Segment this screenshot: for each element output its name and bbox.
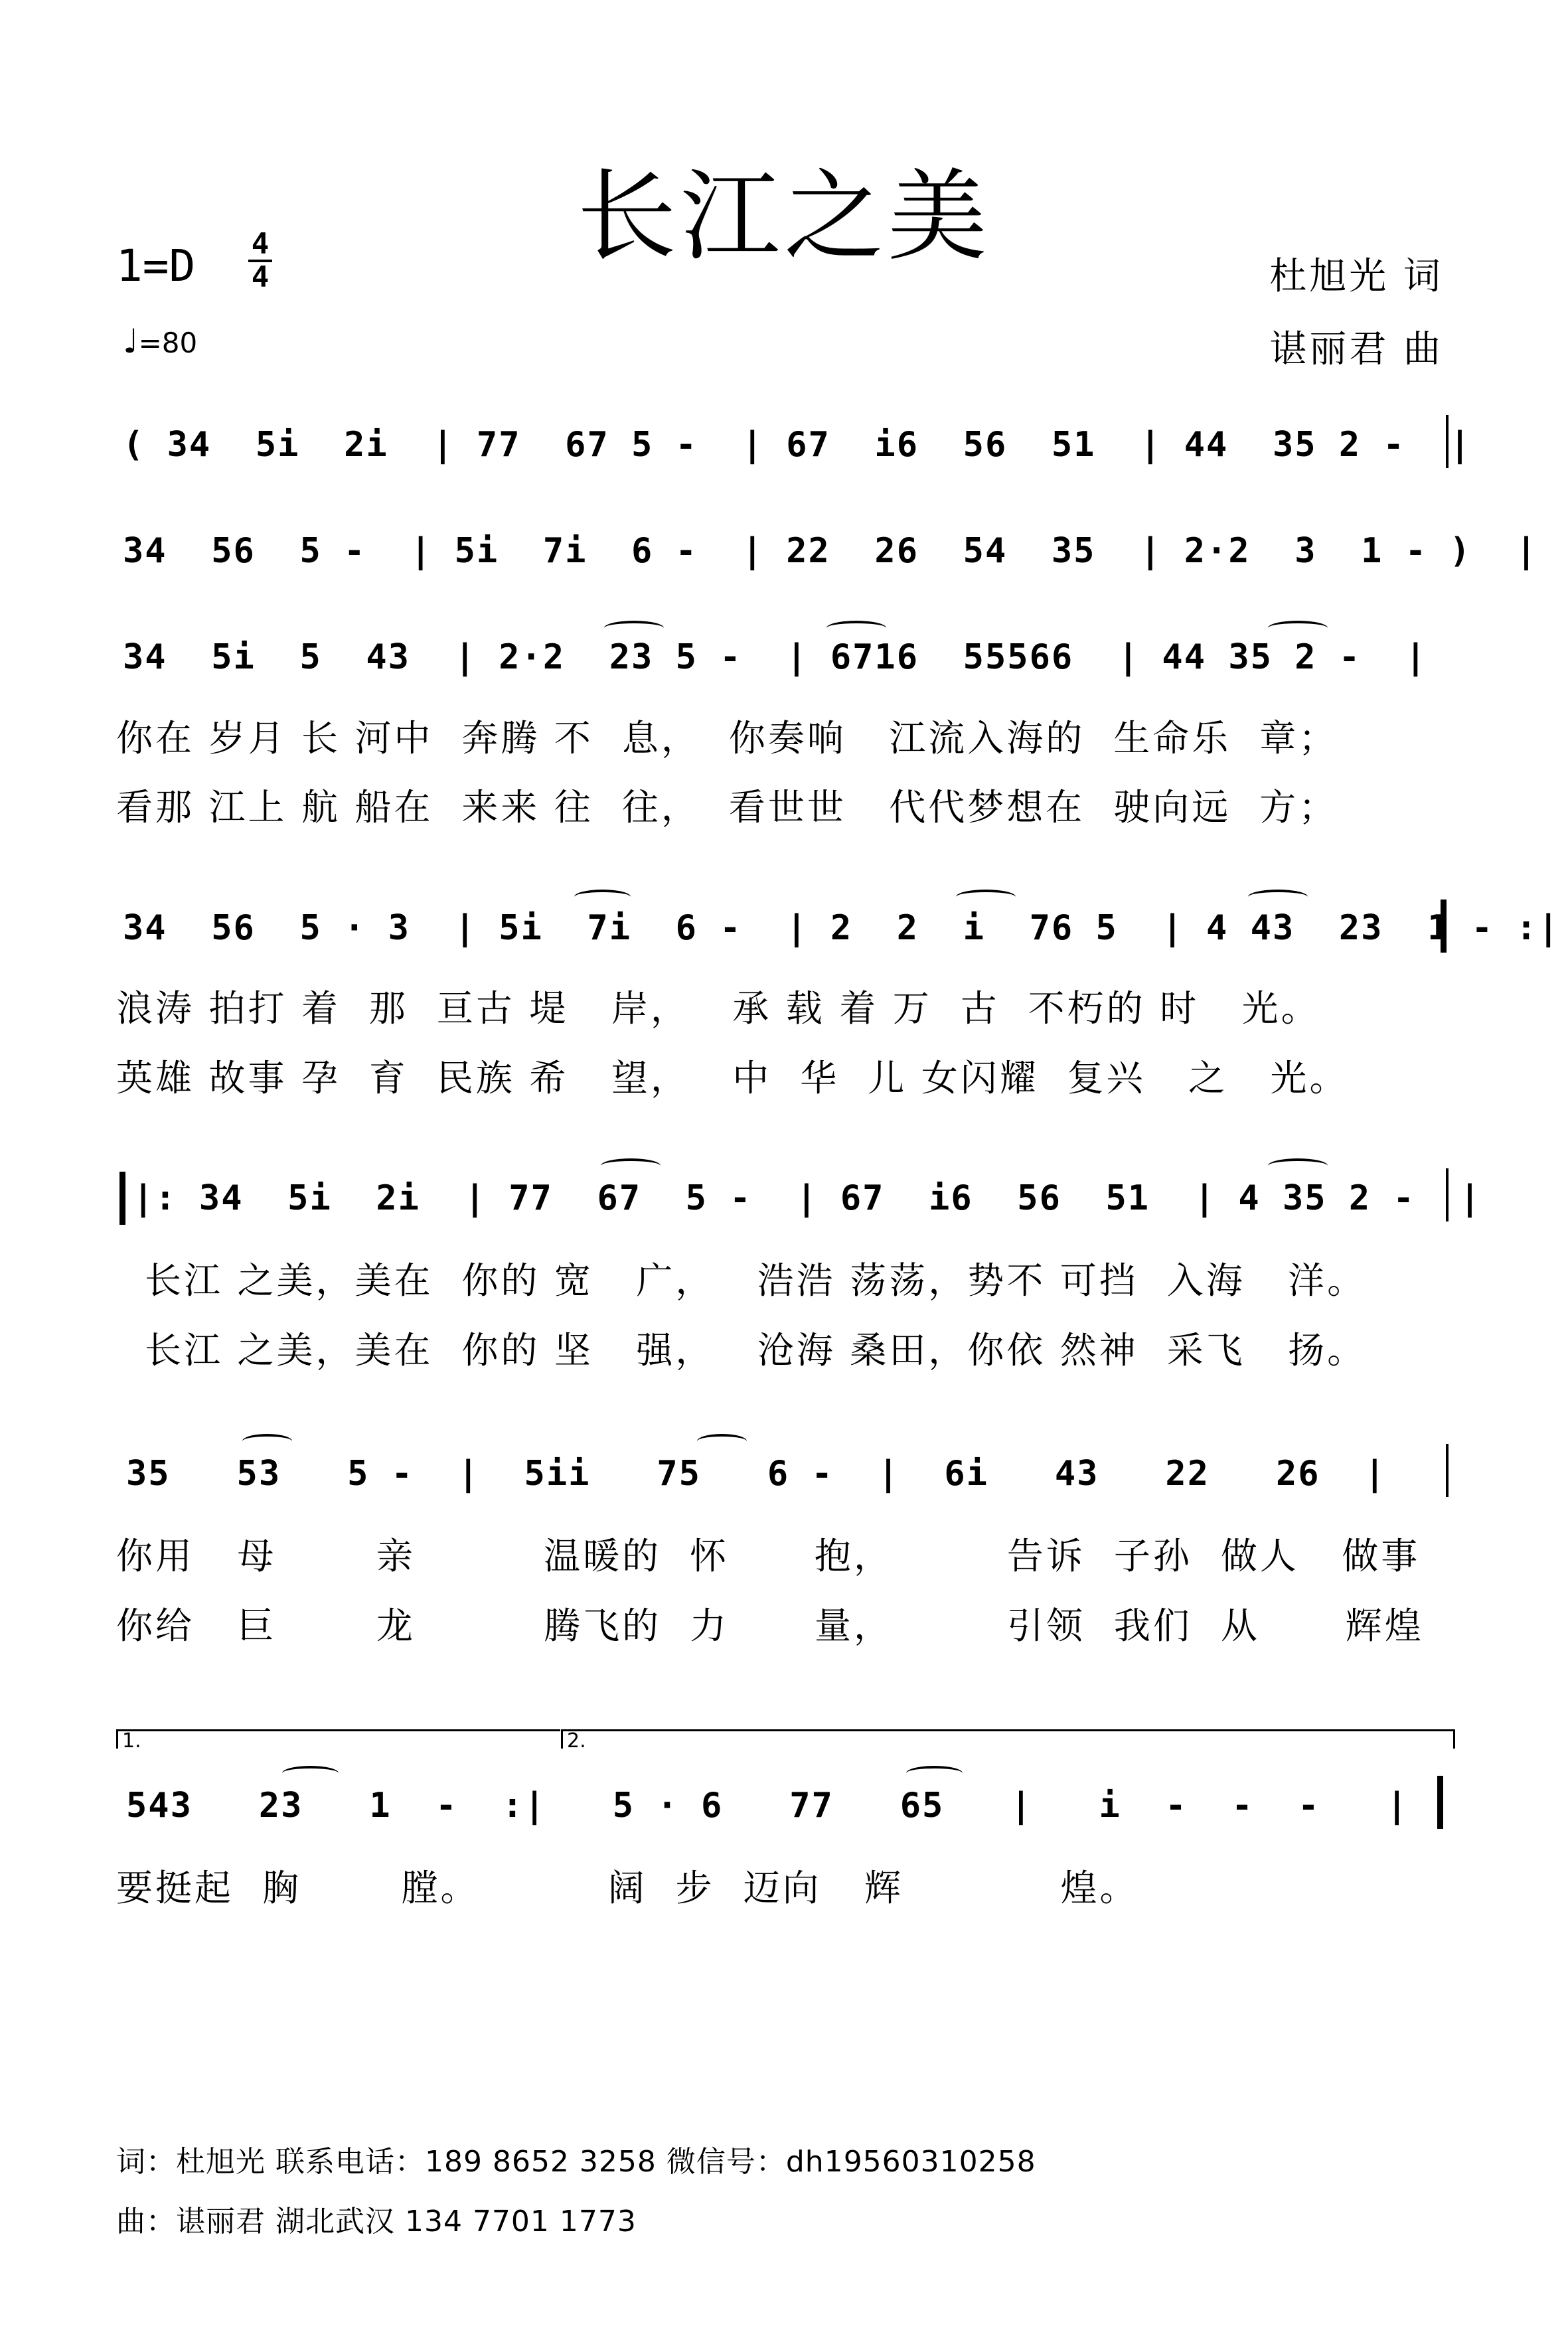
slur-mark — [1268, 621, 1328, 635]
slur-mark — [956, 890, 1016, 904]
slur-mark — [1248, 890, 1308, 904]
lyrics-line-4a: 浪涛 拍打 着 那 亘古 堤 岸， 承 载 着 万 古 不朽的 时 光。 — [116, 987, 1320, 1030]
final-barline — [1437, 1776, 1443, 1829]
lyrics-line-3b: 看那 江上 航 船在 来来 往 往， 看世世 代代梦想在 驶向远 方； — [116, 786, 1338, 828]
notation-line-1: ( 34 5i 2i | 77 67 5 - | 67 i6 56 51 | 44 35 2 - | — [123, 425, 1472, 465]
notation-line-2: 34 56 5 - | 5i 7i 6 - | 22 26 54 35 | 2·2 3 1 - ) | — [123, 531, 1538, 571]
barline — [1446, 1444, 1449, 1497]
tempo-value: =80 — [138, 327, 198, 359]
slur-mark — [574, 890, 631, 904]
slur-mark — [601, 1158, 661, 1173]
time-signature-bottom: 4 — [251, 260, 270, 294]
lyrics-line-3a: 你在 岁月 长 河中 奔腾 不 息， 你奏响 江流入海的 生命乐 章； — [116, 717, 1338, 759]
volta-second-ending: 2. — [561, 1729, 1455, 1749]
footer-lyricist-contact: 词：杜旭光 联系电话：189 8652 3258 微信号：dh19560310258 — [116, 2145, 1036, 2179]
composer-credit: 谌丽君 曲 — [1269, 328, 1443, 371]
lyrics-line-7a: 要挺起 胸 膛。 阔 步 迈向 辉 煌。 — [116, 1867, 1139, 1909]
footer-composer-contact: 曲：谌丽君 湖北武汉 134 7701 1773 — [116, 2205, 637, 2238]
notation-line-7: 543 23 1 - :| 5 · 6 77 65 | i - - - | — [126, 1786, 1409, 1826]
notation-line-6: 35 53 5 - | 5ii 75 6 - | 6i 43 22 26 | — [126, 1454, 1387, 1494]
volta-first-ending: 1. — [116, 1729, 560, 1749]
time-signature-top: 4 — [251, 227, 270, 261]
barline — [1446, 1168, 1449, 1221]
slur-mark — [697, 1434, 747, 1449]
slur-mark — [826, 621, 886, 635]
slur-mark — [282, 1766, 339, 1780]
slur-mark — [1268, 1158, 1328, 1173]
notation-line-5: |: 34 5i 2i | 77 67 5 - | 67 i6 56 51 | 4 35 2 - | — [133, 1178, 1482, 1218]
lyrics-line-6b: 你给 巨 龙 腾飞的 力 量， 引领 我们 从 辉煌 — [116, 1605, 1424, 1647]
repeat-start-barline — [119, 1172, 125, 1225]
lyrics-line-4b: 英雄 故事 孕 育 民族 希 望， 中 华 儿 女闪耀 复兴 之 光。 — [116, 1057, 1349, 1099]
slur-mark — [906, 1766, 963, 1780]
barline — [1446, 415, 1449, 468]
lyrics-line-5a: 长江 之美，美在 你的 宽 广， 浩浩 荡荡，势不 可挡 入海 洋。 — [116, 1259, 1367, 1302]
lyrics-line-6a: 你用 母 亲 温暖的 怀 抱， 告诉 子孙 做人 做事 — [116, 1535, 1421, 1577]
notation-line-4: 34 56 5 · 3 | 5i 7i 6 - | 2 2 i 76 5 | 4 43 23 1 - :| — [123, 908, 1560, 948]
slur-mark — [604, 621, 664, 635]
song-title: 长江之美 — [576, 159, 991, 275]
notation-line-3: 34 5i 5 43 | 2·2 23 5 - | 6716 55566 | 44 35 2 - | — [123, 637, 1428, 677]
lyricist-credit: 杜旭光 词 — [1269, 255, 1443, 298]
time-signature — [247, 229, 274, 293]
slur-mark — [242, 1434, 292, 1449]
key-signature: 1=D — [116, 240, 196, 291]
quarter-note-icon: ♩ — [123, 322, 139, 360]
lyrics-line-5b: 长江 之美，美在 你的 坚 强， 沧海 桑田，你依 然神 采飞 扬。 — [116, 1329, 1367, 1372]
repeat-end-barline — [1441, 900, 1447, 953]
tempo-marking — [123, 322, 197, 360]
